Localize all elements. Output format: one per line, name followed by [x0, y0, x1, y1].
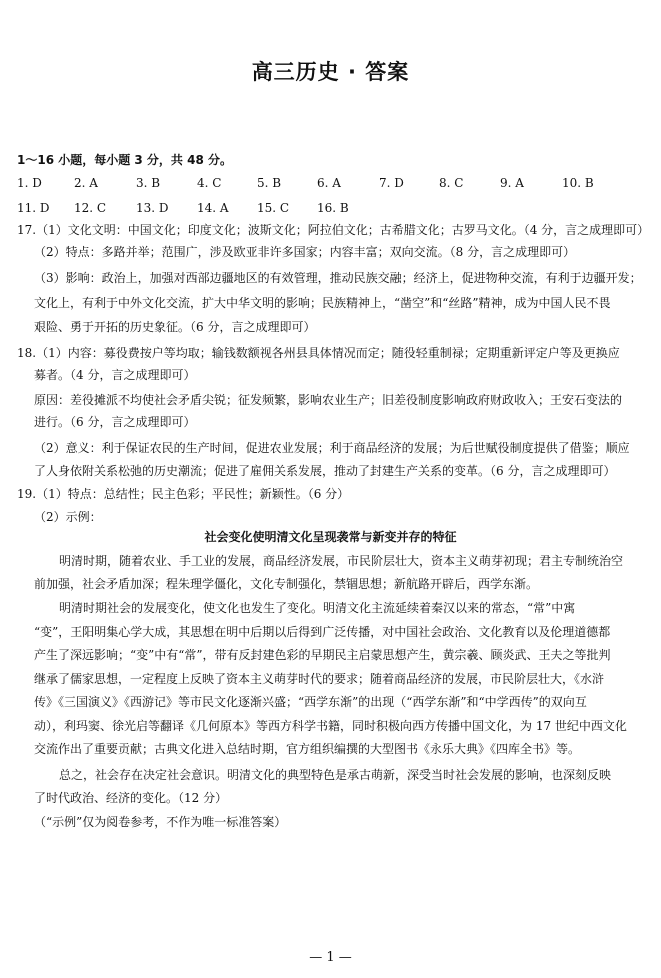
q18-line-5: （2）意义：利于保证农民的生产时间，促进农业发展；利于商品经济的发展；为后世赋役制度提供了借鉴；顺应 — [34, 441, 630, 455]
example-note: （“示例”仅为阅卷参考，不作为唯一标准答案） — [34, 815, 287, 829]
essay-p2-line-4: 继承了儒家思想，一定程度上反映了资本主义萌芽时代的要求；随着商品经济的发展，市民阶层壮大，《水浒 — [34, 672, 605, 686]
essay-p1-line-2: 前加强，社会矛盾加深；程朱理学僵化，文化专制强化，禁锢思想；新航路开辟后，西学东渐。 — [34, 577, 539, 591]
page-number: — 1 — — [309, 950, 352, 965]
answers-row-2 — [17, 200, 647, 216]
answer-6: 6. A — [317, 176, 341, 190]
q18-line-4: 进行。（6 分，言之成理即可） — [34, 415, 196, 429]
answer-7: 7. D — [379, 176, 404, 190]
answer-3: 3. B — [136, 176, 161, 190]
answer-11: 11. D — [17, 201, 50, 215]
q19-line-1: 19.（1）特点：总结性；民主色彩；平民性；新颖性。（6 分） — [17, 487, 350, 501]
q17-line-2: （2）特点：多路并举；范围广，涉及欧亚非许多国家；内容丰富；双向交流。（8 分，言之成理即可） — [34, 245, 576, 259]
essay-p2-line-7: 交流作出了重要贡献；古典文化进入总结时期，官方组织编撰的大型图书《永乐大典》《四库全书》等。 — [34, 742, 581, 756]
essay-p3-line-2: 了时代政治、经济的变化。（12 分） — [34, 791, 228, 805]
q19-line-2: （2）示例： — [34, 510, 102, 524]
q17-line-1: 17.（1）文化文明：中国文化；印度文化；波斯文化；阿拉伯文化；古希腊文化；古罗马文化。（4 分，言之成理即可） — [17, 223, 650, 237]
essay-p2-line-2: “变”，王阳明集心学大成，其思想在明中后期以后得到广泛传播，对中国社会政治、文化教育以及伦理道德都 — [34, 625, 611, 639]
answers-row-1 — [17, 175, 647, 191]
essay-p1-line-1: 明清时期，随着农业、手工业的发展，商品经济发展，市民阶层壮大，资本主义萌芽初现；君主专制统治空 — [59, 554, 624, 568]
essay-p2-line-1: 明清时期社会的发展变化，使文化也发生了变化。明清文化主流延续着秦汉以来的常态，“常”中寓 — [59, 601, 576, 615]
answer-12: 12. C — [74, 201, 107, 215]
page-title: 高三历史 · 答案 — [251, 60, 410, 84]
answer-9: 9. A — [500, 176, 524, 190]
essay-p2-line-5: 传》《三国演义》《西游记》等市民文化逐渐兴盛；“西学东渐”的出现（“西学东渐”和“中学西传”的双向互 — [34, 695, 587, 709]
answer-15: 15. C — [257, 201, 290, 215]
answer-5: 5. B — [257, 176, 282, 190]
mc-instructions: 1～16 小题，每小题 3 分，共 48 分。 — [17, 153, 232, 167]
q18-line-1: 18.（1）内容：募役费按户等均取；输钱数额视各州县具体情况而定；随役轻重制禄；定期重新评定户等及更换应 — [17, 346, 620, 360]
q17-line-5: 艰险、勇于开拓的历史象征。（6 分，言之成理即可） — [34, 320, 316, 334]
answer-2: 2. A — [74, 176, 98, 190]
essay-p2-line-3: 产生了深远影响；“变”中有“常”，带有反封建色彩的早期民主启蒙思想产生，黄宗羲、顾炎武、王夫之等批判 — [34, 648, 611, 662]
essay-p2-line-6: 动），利玛窦、徐光启等翻译《几何原本》等西方科学书籍，同时积极向西方传播中国文化，为 17 世纪中西文化 — [34, 719, 627, 733]
answer-1: 1. D — [17, 176, 42, 190]
answer-10: 10. B — [562, 176, 594, 190]
essay-title: 社会变化使明清文化呈现袭常与新变并存的特征 — [204, 530, 457, 544]
answer-13: 13. D — [136, 201, 169, 215]
q18-line-6: 了人身依附关系松弛的历史潮流；促进了雇佣关系发展，推动了封建生产关系的变革。（6 分，言之成理即可） — [34, 464, 616, 478]
answer-4: 4. C — [197, 176, 222, 190]
answer-14: 14. A — [197, 201, 229, 215]
q18-line-3: 原因：差役摊派不均使社会矛盾尖锐；征发频繁，影响农业生产；旧差役制度影响政府财政收入；王安石变法的 — [34, 393, 623, 407]
q17-line-4: 文化上，有利于中外文化交流，扩大中华文明的影响；民族精神上，“凿空”和“丝路”精神，成为中国人民不畏 — [34, 296, 611, 310]
answer-16: 16. B — [317, 201, 349, 215]
q17-line-3: （3）影响：政治上，加强对西部边疆地区的有效管理，推动民族交融；经济上，促进物种交流，有利于边疆开发； — [34, 271, 642, 285]
answer-8: 8. C — [439, 176, 464, 190]
essay-p3-line-1: 总之，社会存在决定社会意识。明清文化的典型特色是承古萌新，深受当时社会发展的影响，也深刻反映 — [59, 768, 612, 782]
q18-line-2: 募者。（4 分，言之成理即可） — [34, 368, 196, 382]
